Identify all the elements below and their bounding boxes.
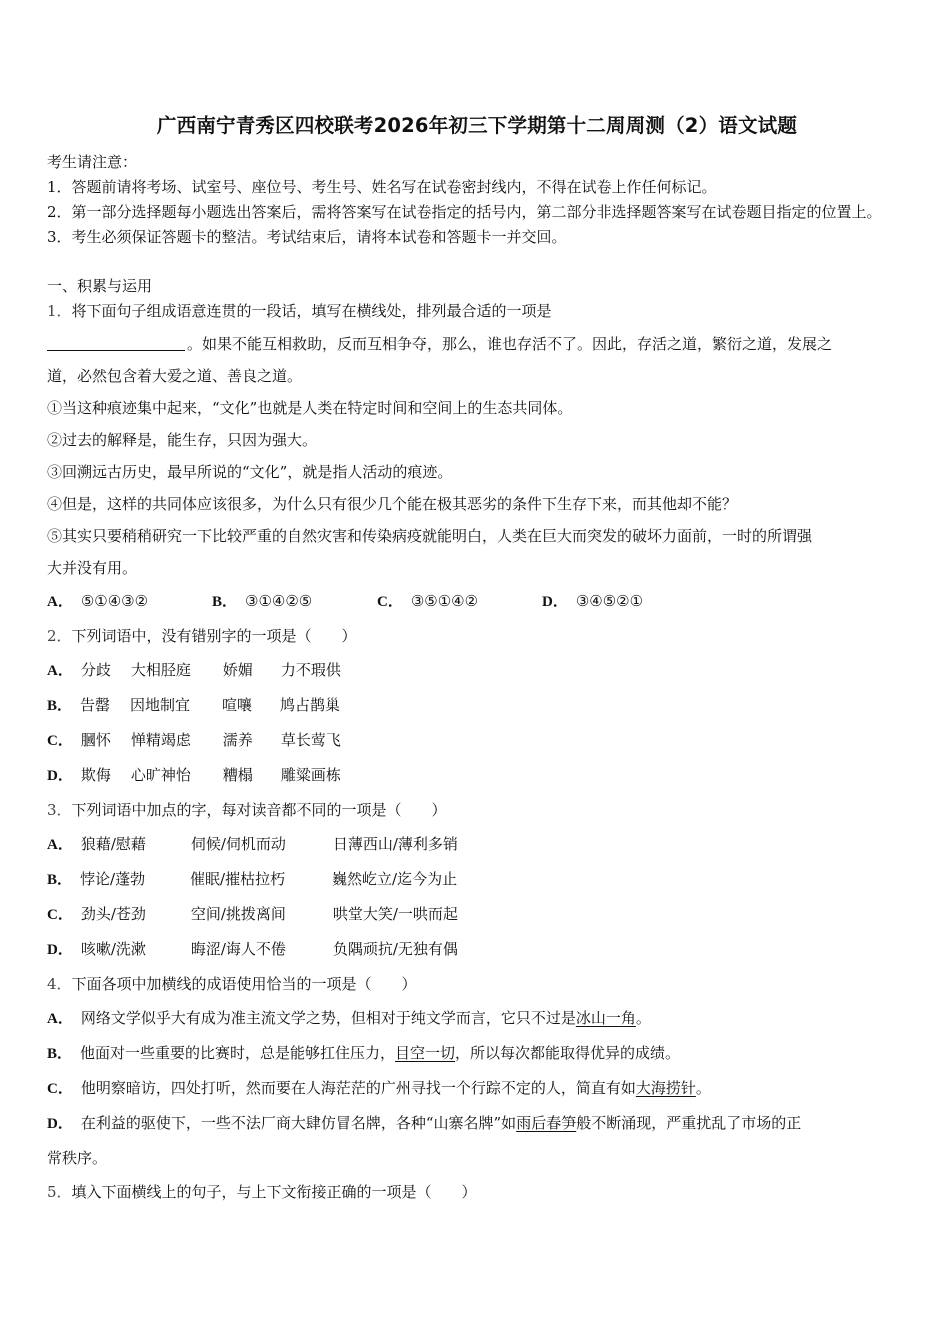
question-stem	[47, 967, 907, 1001]
option-c[interactable]: C． 劲头/苍劲 空间/挑拨离间 哄堂大笑/一哄而起	[47, 905, 458, 923]
underlined-idiom: 目空一切	[395, 1044, 456, 1062]
notice-heading: 考生请注意：	[47, 153, 138, 171]
section-heading: 一、积累与运用	[47, 277, 153, 295]
question-text: 将下面句子组成语意连贯的一段话，填写在横线处，排列最合适的一项是	[71, 302, 552, 320]
question-number: 5．	[47, 1183, 72, 1201]
option-b[interactable]: B． 他面对一些重要的比赛时，总是能够扛住压力，目空一切，所以每次都能取得优异的成绩。	[47, 1044, 681, 1062]
question-stem	[47, 793, 907, 827]
option-d[interactable]: D． 咳嗽/洗漱 晦涩/诲人不倦 负隅顽抗/无独有偶	[47, 940, 458, 958]
question-text: 下列词语中加点的字，每对读音都不同的一项是（ ）	[71, 801, 447, 819]
page-title: 广西南宁青秀区四校联考2026年初三下学期第十二周周测（2）语文试题	[156, 114, 798, 137]
passage-text: 。如果不能互相救助，反而互相争夺，那么，谁也存活不了。因此，存活之道，繁衍之道，发展之	[187, 335, 833, 353]
option-a[interactable]: A． 狼藉/慰藉 伺候/伺机而动 日薄西山/薄利多销	[47, 835, 458, 853]
option-a[interactable]: A． 分歧 大相胫庭 娇媚 力不瑕供	[47, 661, 341, 679]
option-d-cont: 常秩序。	[47, 1149, 108, 1167]
answer-blank[interactable]	[47, 334, 185, 351]
underlined-idiom: 雨后春笋	[516, 1114, 577, 1132]
notice-item-2: 2．第一部分选择题每小题选出答案后，需将答案写在试卷指定的括号内，第二部分非选择题答案写在试卷题目指定的位置上。	[47, 203, 882, 221]
option-b[interactable]: B． 告罄 因地制宜 喧嚷 鸠占鹊巢	[47, 696, 341, 714]
question-number: 2．	[47, 627, 72, 645]
underlined-idiom: 大海捞针	[635, 1079, 696, 1097]
sentence-1: ①当这种痕迹集中起来，“文化”也就是人类在特定时间和空间上的生态共同体。	[47, 399, 573, 417]
option-c[interactable]: C． ③⑤①④②	[377, 592, 479, 610]
notice-block	[47, 150, 907, 250]
sentence-5-cont: 大并没有用。	[47, 559, 138, 577]
options-row	[47, 584, 907, 619]
option-a[interactable]: A． ⑤①④③②	[47, 592, 149, 610]
sentence-5: ⑤其实只要稍稍研究一下比较严重的自然灾害和传染病疫就能明白，人类在巨大而突发的破坏力面前，一时的所谓强	[47, 527, 813, 545]
question-number: 1．	[47, 302, 72, 320]
option-c[interactable]: C． 膕怀 惮精竭虑 濡养 草长莺飞	[47, 731, 341, 749]
underlined-idiom: 冰山一角	[575, 1009, 636, 1027]
question-stem	[47, 619, 907, 653]
question-stem	[47, 299, 907, 324]
question-text: 下面各项中加横线的成语使用恰当的一项是（ ）	[71, 975, 417, 993]
passage-cont: 道，必然包含着大爱之道、善良之道。	[47, 367, 303, 385]
question-3	[47, 793, 907, 967]
sentence-3: ③回溯远古历史，最早所说的“文化”，就是指人活动的痕迹。	[47, 463, 453, 481]
option-b[interactable]: B． ③①④②⑤	[212, 592, 313, 610]
question-passage-line	[47, 328, 907, 360]
question-number: 3．	[47, 801, 72, 819]
question-stem	[47, 1175, 907, 1209]
notice-item-3: 3．考生必须保证答题卡的整洁。考试结束后，请将本试卷和答题卡一并交回。	[47, 228, 567, 246]
option-d[interactable]: D． 欺侮 心旷神怡 糟榻 雕粱画栋	[47, 766, 341, 784]
sentence-2: ②过去的解释是，能生存，只因为强大。	[47, 431, 318, 449]
option-d[interactable]: D． ③④⑤②①	[542, 592, 644, 610]
question-4	[47, 967, 907, 1175]
option-c[interactable]: C． 他明察暗访，四处打听，然而要在人海茫茫的广州寻找一个行踪不定的人，简直有如大海捞针。	[47, 1079, 711, 1097]
question-number: 4．	[47, 975, 72, 993]
sentence-4: ④但是，这样的共同体应该很多，为什么只有很少几个能在极其恶劣的条件下生存下来，而其他却不能？	[47, 495, 738, 513]
option-b[interactable]: B． 悖论/蓬勃 催眠/摧枯拉朽 巍然屹立/迄今为止	[47, 870, 458, 888]
question-text: 填入下面横线上的句子，与上下文衔接正确的一项是（ ）	[71, 1183, 477, 1201]
question-text: 下列词语中，没有错别字的一项是（ ）	[71, 627, 357, 645]
question-5	[47, 1175, 907, 1209]
question-2	[47, 619, 907, 793]
question-1	[47, 299, 907, 619]
option-d[interactable]: D． 在利益的驱使下，一些不法厂商大肆仿冒名牌，各种“山寨名牌”如雨后春笋般不断涌现，严重扰乱了市场的正	[47, 1114, 802, 1132]
option-a[interactable]: A． 网络文学似乎大有成为准主流文学之势，但相对于纯文学而言，它只不过是冰山一角。	[47, 1009, 651, 1027]
exam-page	[47, 110, 907, 1209]
notice-item-1: 1．答题前请将考场、试室号、座位号、考生号、姓名写在试卷密封线内，不得在试卷上作任何标记。	[47, 178, 717, 196]
